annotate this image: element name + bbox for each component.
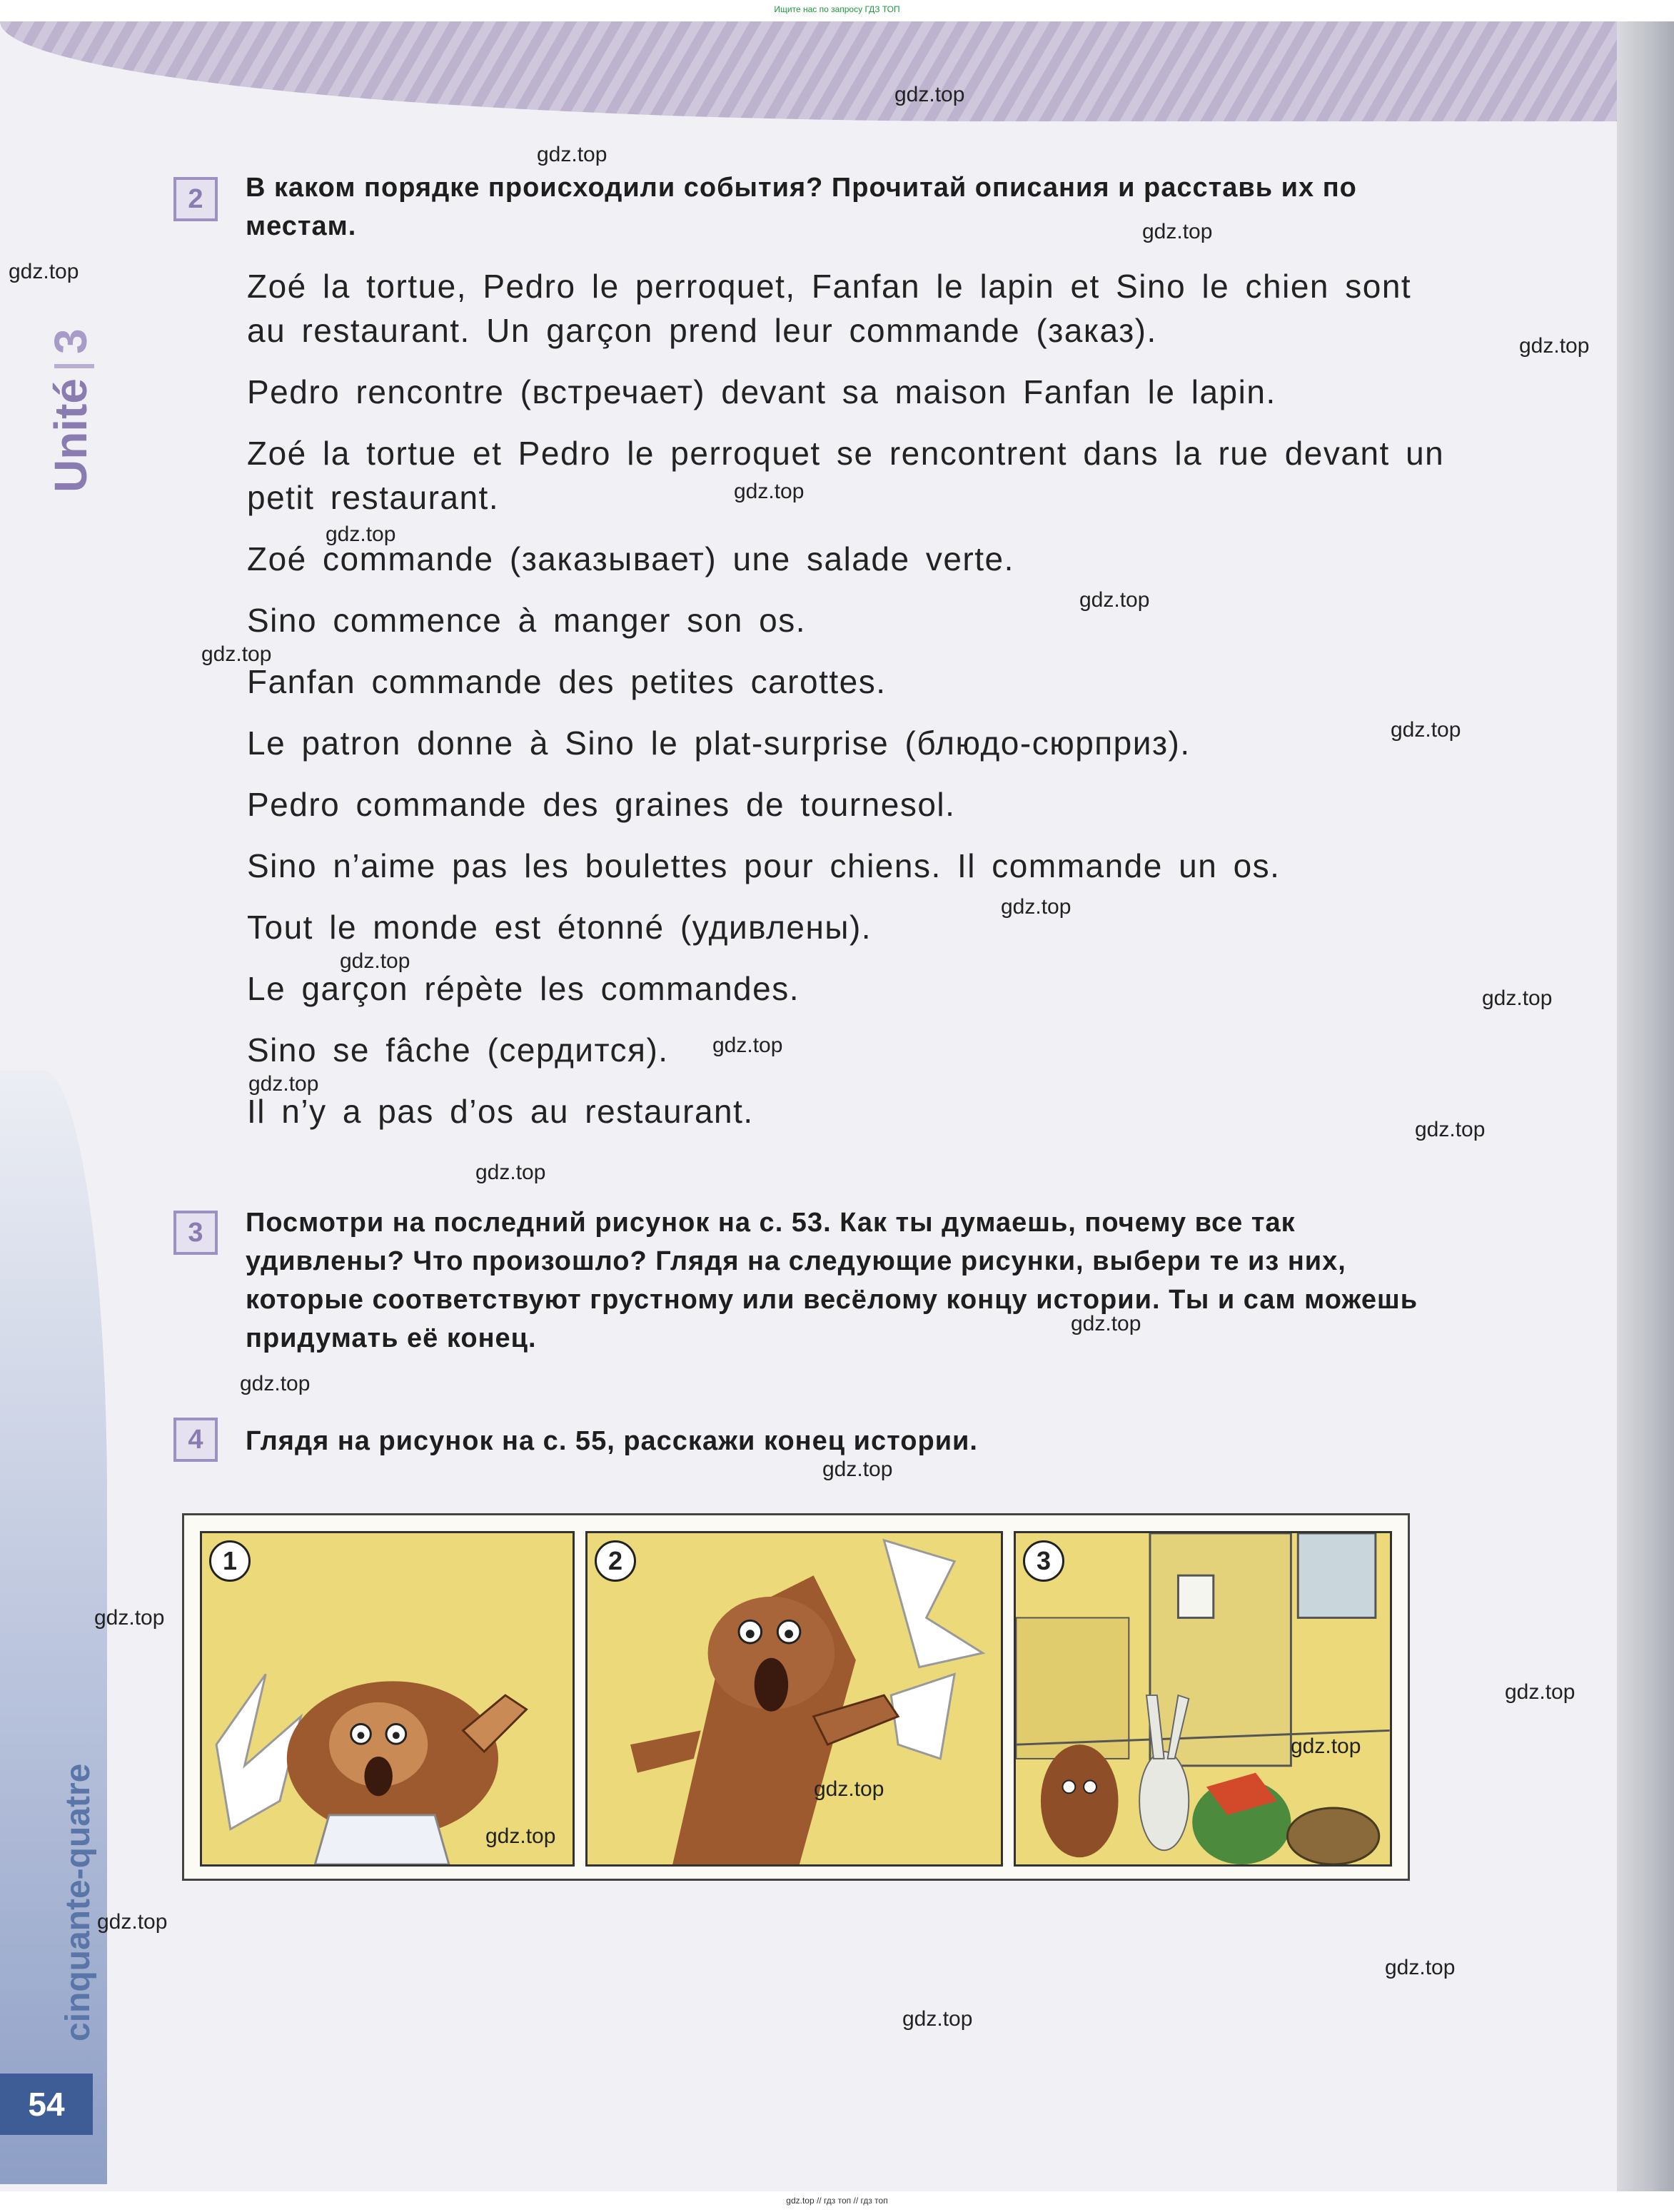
watermark: gdz.top xyxy=(1391,718,1461,742)
watermark: gdz.top xyxy=(9,260,79,283)
dog-shouting-illustration xyxy=(588,1533,1001,1864)
watermark: gdz.top xyxy=(326,522,396,546)
watermark: gdz.top xyxy=(1385,1956,1456,1979)
task-2-instruction: В каком порядке происходили события? Прочитай описания и расставь их по местам. xyxy=(246,173,1357,241)
watermark: gdz.top xyxy=(712,1034,783,1057)
watermark: gdz.top xyxy=(537,143,607,166)
unit-divider xyxy=(54,364,94,368)
sentence-item: Fanfan commande des petites carottes. xyxy=(247,663,887,700)
watermark: gdz.top xyxy=(1142,220,1213,243)
watermark: gdz.top xyxy=(734,480,805,503)
watermark: gdz.top xyxy=(240,1372,311,1395)
unit-label xyxy=(44,328,97,493)
panel-number: 2 xyxy=(595,1540,636,1582)
watermark: gdz.top xyxy=(201,642,272,666)
sentence-item: Il n’y a pas d’os au restaurant. xyxy=(247,1093,754,1130)
watermark: gdz.top xyxy=(894,83,965,106)
watermark: gdz.top xyxy=(1079,588,1150,612)
task-3-number: 3 xyxy=(173,1211,218,1255)
sentence-list xyxy=(247,264,1461,1151)
task-3-instruction: Посмотри на последний рисунок на с. 53. Как ты думаешь, почему все так удивлены? Что произошло? Глядя на следующие рисунки, выбери те из них, которые соответствуют грустному или весёлому концу истории. Ты и сам можешь придумать её конец. xyxy=(246,1208,1418,1353)
sentence-item: Zoé la tortue, Pedro le perroquet, Fanfan le lapin et Sino le chien sont au restaurant. Un garçon prend leur commande (заказ). xyxy=(247,268,1412,349)
watermark: gdz.top xyxy=(814,1777,884,1801)
comic-panel-2 xyxy=(585,1531,1003,1867)
sentence-item: Pedro rencontre (встречает) devant sa maison Fanfan le lapin. xyxy=(247,373,1276,410)
watermark: gdz.top xyxy=(1482,986,1553,1010)
unit-number: 3 xyxy=(45,328,96,354)
comic-panel-3 xyxy=(1014,1531,1392,1867)
watermark: gdz.top xyxy=(902,2007,973,2031)
sentence-item: Sino se fâche (сердится). xyxy=(247,1031,669,1069)
watermark: gdz.top xyxy=(475,1161,546,1184)
watermark: gdz.top xyxy=(340,949,410,973)
bottom-note: gdz.top // гдз топ // гдз топ xyxy=(786,2196,888,2206)
panel-number: 3 xyxy=(1023,1540,1064,1582)
page-word-vertical: cinquante-quatre xyxy=(59,1763,97,2041)
watermark: gdz.top xyxy=(1001,895,1072,919)
sentence-item: Pedro commande des graines de tournesol. xyxy=(247,786,956,823)
watermark: gdz.top xyxy=(1505,1680,1575,1704)
friends-in-street-illustration xyxy=(1016,1533,1390,1864)
watermark: gdz.top xyxy=(1415,1118,1486,1141)
watermark: gdz.top xyxy=(97,1910,168,1934)
panel-number: 1 xyxy=(209,1540,251,1582)
task-4-instruction: Глядя на рисунок на с. 55, расскажи конец истории. xyxy=(246,1426,978,1456)
comic-strip xyxy=(182,1513,1410,1881)
watermark: gdz.top xyxy=(822,1458,893,1481)
watermark: gdz.top xyxy=(1519,334,1590,358)
top-note: Ищите нас по запросу ГДЗ ТОП xyxy=(774,4,900,14)
comic-panel-1 xyxy=(200,1531,575,1867)
watermark: gdz.top xyxy=(1291,1734,1361,1758)
sentence-item: Zoé la tortue et Pedro le perroquet se rencontrent dans la rue devant un petit restaurant. xyxy=(247,435,1445,516)
sentence-item: Sino commence à manger son os. xyxy=(247,602,807,639)
sentence-item: Sino n’aime pas les boulettes pour chiens. Il commande un os. xyxy=(247,847,1281,884)
dog-surprised-illustration xyxy=(202,1533,573,1864)
watermark: gdz.top xyxy=(485,1824,556,1848)
watermark: gdz.top xyxy=(94,1606,165,1630)
sentence-item: Le garçon répète les commandes. xyxy=(247,970,800,1007)
task-2-number: 2 xyxy=(173,177,218,221)
sentence-item: Tout le monde est étonné (удивлены). xyxy=(247,909,872,946)
sentence-item: Zoé commande (заказывает) une salade verte. xyxy=(247,540,1014,577)
watermark: gdz.top xyxy=(1071,1312,1141,1335)
sentence-item: Le patron donne à Sino le plat-surprise (блюдо-сюрприз). xyxy=(247,724,1191,762)
watermark: gdz.top xyxy=(248,1072,319,1096)
unit-word: Unité xyxy=(45,378,96,493)
book-spine-edge xyxy=(1617,21,1674,2191)
page-number: 54 xyxy=(0,2074,93,2135)
task-4-number: 4 xyxy=(173,1418,218,1462)
